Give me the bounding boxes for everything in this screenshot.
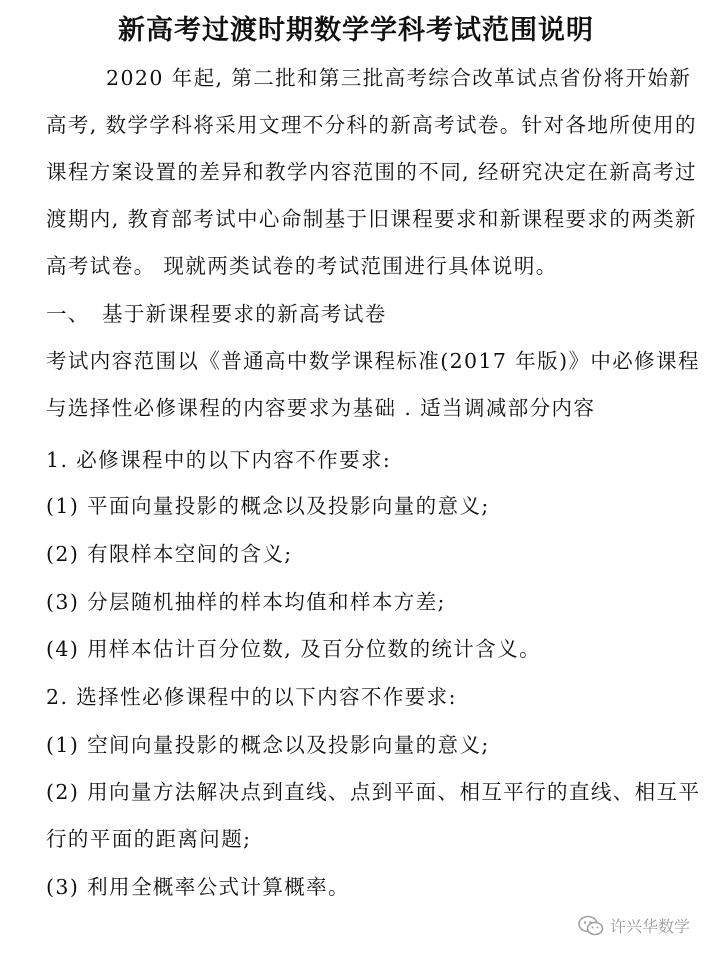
document-title: 新高考过渡时期数学学科考试范围说明 bbox=[118, 15, 594, 46]
part2-item-3: (3) 利用全概率公式计算概率。 bbox=[46, 875, 350, 899]
part1-heading: 1. 必修课程中的以下内容不作要求: bbox=[46, 448, 392, 472]
watermark bbox=[578, 914, 690, 937]
intro-line-4: 渡期内, 教育部考试中心命制基于旧课程要求和新课程要求的两类新 bbox=[46, 207, 697, 231]
intro-line-2: 高考, 数学学科将采用文理不分科的新高考试卷。针对各地所使用的 bbox=[46, 113, 697, 137]
scope-line-1: 考试内容范围以《普通高中数学课程标准(2017 年版)》中必修课程 bbox=[46, 349, 700, 373]
section-number: 一、 bbox=[46, 302, 90, 326]
part2-item-2-continued: 行的平面的距离问题; bbox=[46, 827, 252, 851]
intro-line-1: 2020 年起, 第二批和第三批高考综合改革试点省份将开始新 bbox=[106, 66, 692, 90]
part2-item-2: (2) 用向量方法解决点到直线、点到平面、相互平行的直线、相互平 bbox=[46, 780, 701, 804]
part1-item-2: (2) 有限样本空间的含义; bbox=[46, 542, 293, 566]
section-heading-1 bbox=[46, 300, 686, 328]
watermark-text: 许兴华数学 bbox=[609, 917, 690, 936]
wechat-icon bbox=[578, 915, 604, 937]
part1-item-4: (4) 用样本估计百分位数, 及百分位数的统计含义。 bbox=[46, 637, 541, 661]
part1-item-3: (3) 分层随机抽样的样本均值和样本方差; bbox=[46, 590, 446, 614]
part2-item-1: (1) 空间向量投影的概念以及投影向量的意义; bbox=[46, 733, 490, 757]
part2-heading: 2. 选择性必修课程中的以下内容不作要求: bbox=[46, 685, 457, 709]
section-title: 基于新课程要求的新高考试卷 bbox=[102, 302, 387, 326]
intro-line-5: 高考试卷。 现就两类试卷的考试范围进行具体说明。 bbox=[46, 254, 558, 278]
scope-line-2: 与选择性必修课程的内容要求为基础 . 适当调减部分内容 bbox=[46, 396, 596, 420]
part1-item-1: (1) 平面向量投影的概念以及投影向量的意义; bbox=[46, 494, 490, 518]
intro-line-3: 课程方案设置的差异和教学内容范围的不同, 经研究决定在新高考过 bbox=[46, 160, 697, 184]
